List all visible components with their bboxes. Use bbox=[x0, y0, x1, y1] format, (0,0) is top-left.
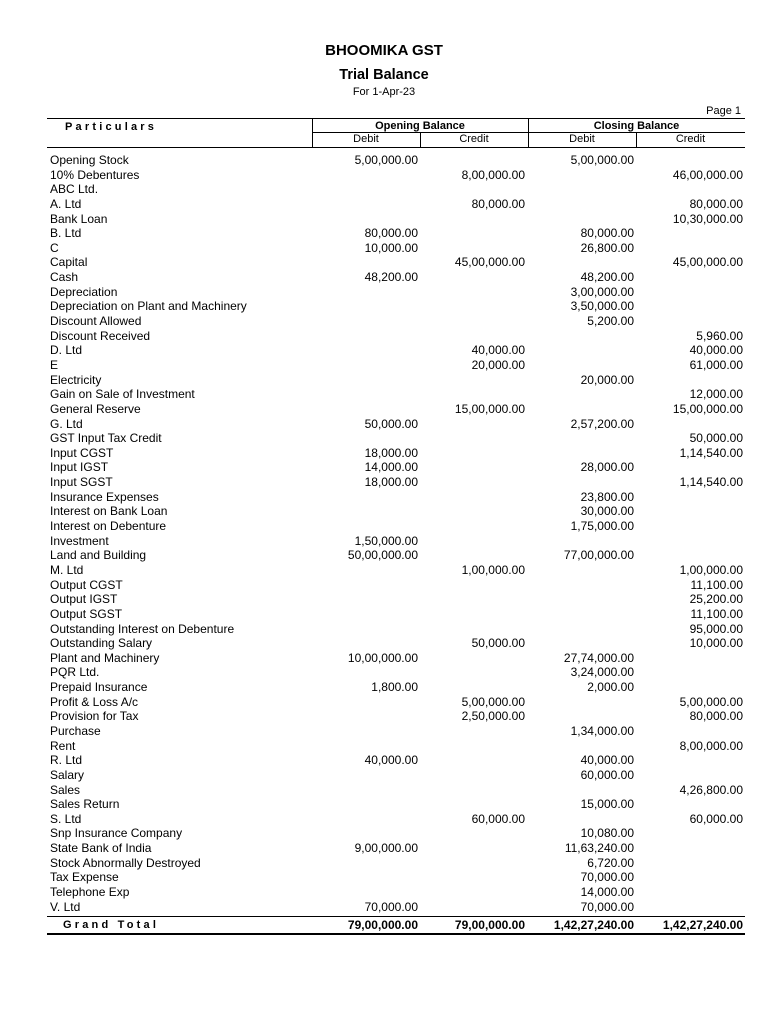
ledger-name: Bank Loan bbox=[50, 211, 108, 226]
ledger-name: Cash bbox=[50, 270, 79, 285]
opening-debit: 10,000.00 bbox=[364, 240, 418, 255]
closing-debit: 28,000.00 bbox=[580, 460, 634, 475]
opening-credit: 15,00,000.00 bbox=[454, 401, 525, 416]
ledger-name: Sales bbox=[50, 782, 81, 797]
closing-debit: 2,000.00 bbox=[587, 680, 634, 695]
closing-debit: 77,00,000.00 bbox=[563, 548, 634, 563]
table-row bbox=[50, 826, 745, 841]
report-period: For 1-Apr-23 bbox=[352, 86, 416, 98]
closing-credit: 1,00,000.00 bbox=[679, 562, 743, 577]
closing-debit: 2,57,200.00 bbox=[570, 416, 634, 431]
closing-credit: 46,00,000.00 bbox=[672, 167, 743, 182]
opening-debit-header: Debit bbox=[353, 133, 379, 145]
ledger-name: Opening Stock bbox=[50, 153, 129, 167]
table-row bbox=[50, 856, 745, 871]
ledger-name: Purchase bbox=[50, 723, 101, 738]
closing-balance-header: Closing Balance bbox=[593, 120, 680, 132]
closing-credit: 50,000.00 bbox=[689, 431, 743, 446]
table-row bbox=[50, 885, 745, 900]
opening-debit: 14,000.00 bbox=[364, 460, 418, 475]
opening-debit: 18,000.00 bbox=[364, 445, 418, 460]
ledger-name: C bbox=[50, 240, 59, 255]
closing-credit: 5,960.00 bbox=[696, 328, 743, 343]
closing-debit: 27,74,000.00 bbox=[563, 650, 634, 665]
closing-credit: 1,14,540.00 bbox=[679, 475, 743, 490]
ledger-name: ABC Ltd. bbox=[50, 182, 99, 197]
opening-debit: 40,000.00 bbox=[364, 753, 418, 768]
ledger-name: S. Ltd bbox=[50, 811, 82, 826]
opening-debit: 1,800.00 bbox=[371, 680, 418, 695]
ledger-name: E bbox=[50, 357, 59, 372]
closing-credit: 80,000.00 bbox=[689, 709, 743, 724]
closing-debit: 5,200.00 bbox=[587, 314, 634, 329]
ledger-name: Discount Received bbox=[50, 328, 151, 343]
closing-debit: 70,000.00 bbox=[580, 870, 634, 885]
table-row bbox=[50, 358, 745, 373]
closing-credit: 25,200.00 bbox=[689, 592, 743, 607]
closing-debit: 11,63,240.00 bbox=[564, 841, 634, 856]
closing-credit: 11,100.00 bbox=[690, 577, 743, 592]
page-number: Page 1 bbox=[706, 105, 741, 117]
table-row bbox=[50, 387, 745, 402]
grand-total-closing-credit: 1,42,27,240.00 bbox=[662, 918, 743, 932]
ledger-name: Salary bbox=[50, 767, 85, 782]
ledger-name: Gain on Sale of Investment bbox=[50, 387, 195, 402]
ledger-name: PQR Ltd. bbox=[50, 665, 100, 680]
table-row bbox=[50, 431, 745, 446]
closing-credit: 40,000.00 bbox=[689, 343, 743, 358]
ledger-name: Output SGST bbox=[50, 606, 123, 621]
opening-debit: 70,000.00 bbox=[364, 899, 418, 914]
ledger-name: Profit & Loss A/c bbox=[50, 694, 139, 709]
table-row bbox=[50, 680, 745, 695]
closing-debit: 30,000.00 bbox=[580, 504, 634, 519]
closing-credit: 45,00,000.00 bbox=[672, 255, 743, 270]
table-row bbox=[50, 460, 745, 475]
ledger-name: Telephone Exp bbox=[50, 885, 130, 900]
table-row bbox=[50, 519, 745, 534]
table-row bbox=[50, 783, 745, 798]
ledger-name: A. Ltd bbox=[50, 196, 82, 211]
opening-credit: 80,000.00 bbox=[471, 196, 525, 211]
table-row bbox=[50, 255, 745, 270]
closing-credit: 11,100.00 bbox=[690, 606, 743, 621]
table-row bbox=[50, 709, 745, 724]
opening-credit-header: Credit bbox=[459, 133, 489, 145]
closing-credit: 60,000.00 bbox=[689, 811, 743, 826]
table-row bbox=[50, 373, 745, 388]
table-row bbox=[50, 197, 745, 212]
ledger-name: B. Ltd bbox=[50, 226, 82, 241]
closing-debit: 6,720.00 bbox=[587, 855, 634, 870]
table-row bbox=[50, 797, 745, 812]
closing-debit: 1,34,000.00 bbox=[570, 723, 634, 738]
ledger-name: General Reserve bbox=[50, 401, 141, 416]
table-header bbox=[47, 118, 745, 148]
report-title: Trial Balance bbox=[339, 67, 429, 83]
table-row bbox=[50, 402, 745, 417]
closing-debit: 3,00,000.00 bbox=[570, 284, 634, 299]
opening-debit: 5,00,000.00 bbox=[354, 153, 418, 167]
closing-debit: 40,000.00 bbox=[580, 753, 634, 768]
table-row bbox=[50, 636, 745, 651]
ledger-name: Capital bbox=[50, 255, 88, 270]
table-row bbox=[50, 622, 745, 637]
ledger-name: Input SGST bbox=[50, 475, 113, 490]
ledger-name: Discount Allowed bbox=[50, 314, 142, 329]
table-row bbox=[50, 768, 745, 783]
ledger-name: Outstanding Salary bbox=[50, 636, 153, 651]
table-row bbox=[50, 417, 745, 432]
closing-credit: 10,000.00 bbox=[689, 636, 743, 651]
ledger-name: Prepaid Insurance bbox=[50, 680, 148, 695]
closing-debit: 3,50,000.00 bbox=[570, 299, 634, 314]
table-row bbox=[50, 299, 745, 314]
grand-total-closing-debit: 1,42,27,240.00 bbox=[553, 918, 634, 932]
closing-debit: 70,000.00 bbox=[580, 899, 634, 914]
ledger-name: Input IGST bbox=[50, 460, 109, 475]
closing-credit: 5,00,000.00 bbox=[679, 694, 743, 709]
table-row bbox=[50, 226, 745, 241]
particulars-header: Particulars bbox=[65, 121, 158, 133]
opening-credit: 2,50,000.00 bbox=[461, 709, 525, 724]
table-row bbox=[50, 841, 745, 856]
ledger-name: Snp Insurance Company bbox=[50, 826, 183, 841]
ledger-name: Outstanding Interest on Debenture bbox=[50, 621, 235, 636]
table-row bbox=[50, 329, 745, 344]
closing-debit: 26,800.00 bbox=[580, 240, 634, 255]
opening-debit: 10,00,000.00 bbox=[347, 650, 418, 665]
ledger-name: R. Ltd bbox=[50, 753, 83, 768]
closing-credit: 15,00,000.00 bbox=[672, 401, 743, 416]
closing-debit: 1,75,000.00 bbox=[570, 519, 634, 534]
closing-credit: 10,30,000.00 bbox=[672, 211, 743, 226]
ledger-name: M. Ltd bbox=[50, 562, 84, 577]
ledger-name: Sales Return bbox=[50, 797, 120, 812]
closing-debit-header: Debit bbox=[569, 133, 595, 145]
opening-debit: 48,200.00 bbox=[364, 270, 418, 285]
table-row bbox=[50, 241, 745, 256]
table-row bbox=[50, 753, 745, 768]
ledger-name: 10% Debentures bbox=[50, 167, 140, 182]
ledger-name: Provision for Tax bbox=[50, 709, 139, 724]
opening-credit: 5,00,000.00 bbox=[461, 694, 525, 709]
ledger-name: Interest on Bank Loan bbox=[50, 504, 168, 519]
table-row bbox=[50, 153, 745, 168]
table-row bbox=[50, 695, 745, 710]
closing-debit: 20,000.00 bbox=[580, 372, 634, 387]
table-row bbox=[50, 490, 745, 505]
ledger-name: Tax Expense bbox=[50, 870, 119, 885]
closing-credit: 95,000.00 bbox=[689, 621, 743, 636]
opening-credit: 8,00,000.00 bbox=[461, 167, 525, 182]
closing-credit: 12,000.00 bbox=[689, 387, 743, 402]
ledger-name: Electricity bbox=[50, 372, 102, 387]
opening-balance-header: Opening Balance bbox=[375, 120, 465, 132]
closing-debit: 60,000.00 bbox=[580, 767, 634, 782]
table-row bbox=[50, 592, 745, 607]
ledger-name: Input CGST bbox=[50, 445, 114, 460]
table-row bbox=[50, 285, 745, 300]
closing-debit: 80,000.00 bbox=[580, 226, 634, 241]
table-row bbox=[50, 446, 745, 461]
table-row bbox=[50, 578, 745, 593]
ledger-name: Output IGST bbox=[50, 592, 118, 607]
ledger-name: V. Ltd bbox=[50, 899, 81, 914]
table-row bbox=[50, 870, 745, 885]
opening-debit: 80,000.00 bbox=[364, 226, 418, 241]
opening-debit: 1,50,000.00 bbox=[354, 533, 418, 548]
closing-debit: 48,200.00 bbox=[580, 270, 634, 285]
opening-debit: 9,00,000.00 bbox=[354, 841, 418, 856]
ledger-name: Plant and Machinery bbox=[50, 650, 160, 665]
closing-credit: 8,00,000.00 bbox=[679, 738, 743, 753]
table-row bbox=[50, 314, 745, 329]
closing-debit: 14,000.00 bbox=[580, 885, 634, 900]
grand-total-row bbox=[47, 916, 745, 935]
grand-total-opening-credit: 79,00,000.00 bbox=[454, 918, 525, 932]
opening-debit: 50,000.00 bbox=[364, 416, 418, 431]
closing-credit: 4,26,800.00 bbox=[679, 782, 743, 797]
ledger-rows bbox=[50, 153, 745, 914]
opening-credit: 40,000.00 bbox=[471, 343, 525, 358]
closing-debit: 23,800.00 bbox=[580, 489, 634, 504]
opening-credit: 60,000.00 bbox=[471, 811, 525, 826]
grand-total-opening-debit: 79,00,000.00 bbox=[347, 918, 418, 932]
company-name: BHOOMIKA GST bbox=[325, 42, 443, 59]
closing-debit: 15,000.00 bbox=[580, 797, 634, 812]
closing-credit: 1,14,540.00 bbox=[679, 445, 743, 460]
ledger-name: Land and Building bbox=[50, 548, 147, 563]
table-row bbox=[50, 607, 745, 622]
closing-debit: 3,24,000.00 bbox=[570, 665, 634, 680]
closing-debit: 10,080.00 bbox=[580, 826, 634, 841]
table-row bbox=[50, 812, 745, 827]
table-row bbox=[50, 563, 745, 578]
table-row bbox=[50, 182, 745, 197]
table-row bbox=[50, 343, 745, 358]
table-row bbox=[50, 270, 745, 285]
ledger-name: Depreciation bbox=[50, 284, 118, 299]
table-row bbox=[50, 900, 745, 915]
ledger-name: G. Ltd bbox=[50, 416, 83, 431]
ledger-name: State Bank of India bbox=[50, 841, 152, 856]
opening-credit: 50,000.00 bbox=[471, 636, 525, 651]
opening-credit: 45,00,000.00 bbox=[454, 255, 525, 270]
ledger-name: Interest on Debenture bbox=[50, 519, 167, 534]
ledger-name: Stock Abnormally Destroyed bbox=[50, 855, 201, 870]
ledger-name: D. Ltd bbox=[50, 343, 83, 358]
ledger-name: Investment bbox=[50, 533, 109, 548]
ledger-name: GST Input Tax Credit bbox=[50, 431, 162, 446]
table-row bbox=[50, 212, 745, 227]
ledger-name: Output CGST bbox=[50, 577, 123, 592]
closing-debit: 5,00,000.00 bbox=[570, 153, 634, 167]
table-row bbox=[50, 534, 745, 549]
opening-credit: 1,00,000.00 bbox=[461, 562, 525, 577]
table-row bbox=[50, 504, 745, 519]
opening-credit: 20,000.00 bbox=[471, 357, 525, 372]
table-row bbox=[50, 548, 745, 563]
table-row bbox=[50, 168, 745, 183]
ledger-name: Insurance Expenses bbox=[50, 489, 159, 504]
ledger-name: Rent bbox=[50, 738, 76, 753]
table-row bbox=[50, 739, 745, 754]
table-row bbox=[50, 724, 745, 739]
table-row bbox=[50, 475, 745, 490]
closing-credit: 80,000.00 bbox=[689, 196, 743, 211]
table-row bbox=[50, 665, 745, 680]
table-row bbox=[50, 651, 745, 666]
ledger-name: Depreciation on Plant and Machinery bbox=[50, 299, 247, 314]
opening-debit: 50,00,000.00 bbox=[347, 548, 418, 563]
closing-credit: 61,000.00 bbox=[689, 357, 743, 372]
closing-credit-header: Credit bbox=[675, 133, 706, 145]
opening-debit: 18,000.00 bbox=[364, 475, 418, 490]
grand-total-label: Grand Total bbox=[63, 919, 160, 931]
